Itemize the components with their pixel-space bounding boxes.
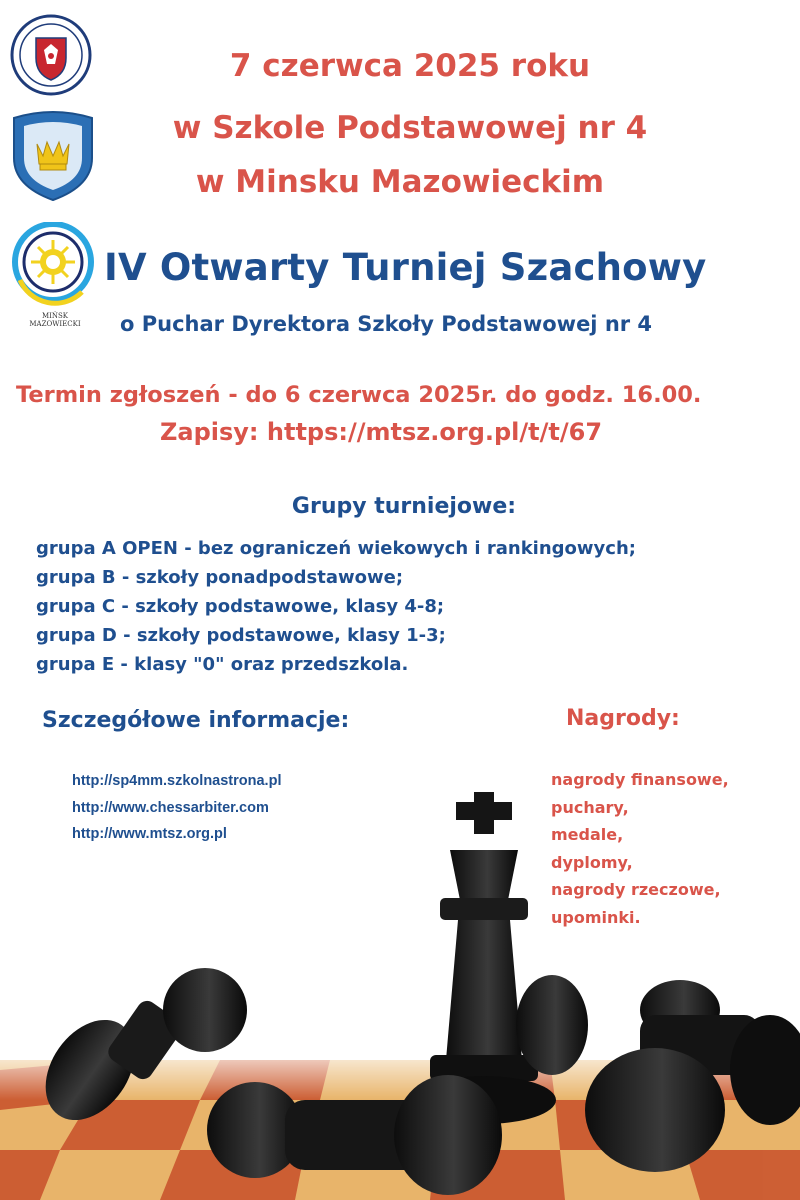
registration-deadline: Termin zgłoszeń - do 6 czerwca 2025r. do godz. 16.00. [16, 382, 702, 408]
prize-item: nagrody rzeczowe, [551, 880, 721, 899]
info-heading: Szczegółowe informacje: [42, 708, 350, 733]
groups-list [36, 534, 636, 679]
group-item: grupa C - szkoły podstawowe, klasy 4-8; [36, 596, 445, 617]
prize-item: upominki. [551, 907, 641, 927]
prize-item: dyplomy, [551, 852, 633, 872]
group-item: grupa E - klasy "0" oraz przedszkola. [36, 654, 409, 675]
group-item: grupa B - szkoły ponadpodstawowe; [36, 567, 404, 588]
prizes-heading: Nagrody: [566, 706, 680, 731]
event-date: 7 czerwca 2025 roku [229, 48, 591, 84]
chess-king [412, 792, 556, 1124]
groups-heading: Grupy turniejowe: [291, 494, 517, 519]
tournament-subtitle: o Puchar Dyrektora Szkoły Podstawowej nr 4 [120, 312, 653, 336]
city-logo-text: MIŃSK MAZOWIECKI [29, 312, 81, 328]
prize-item: medale, [551, 825, 624, 844]
info-link[interactable]: http://sp4mm.szkolnastrona.pl [72, 773, 282, 789]
group-item: grupa D - szkoły podstawowe, klasy 1-3; [36, 625, 446, 646]
prize-item: puchary, [551, 797, 629, 817]
info-link[interactable]: http://www.chessarbiter.com [72, 799, 269, 816]
prizes-list [551, 766, 729, 931]
event-school: w Szkole Podstawowej nr 4 [172, 110, 648, 146]
prize-item: nagrody finansowe, [551, 770, 729, 789]
group-item: grupa A OPEN - bez ograniczeń wiekowych i rankingowych; [36, 538, 636, 559]
info-links-list [72, 768, 281, 848]
event-city: w Minsku Mazowieckim [195, 164, 605, 200]
info-link[interactable]: http://www.mtsz.org.pl [72, 826, 227, 842]
registration-link[interactable]: Zapisy: https://mtsz.org.pl/t/t/67 [160, 418, 603, 446]
tournament-title: IV Otwarty Turniej Szachowy [104, 246, 707, 289]
